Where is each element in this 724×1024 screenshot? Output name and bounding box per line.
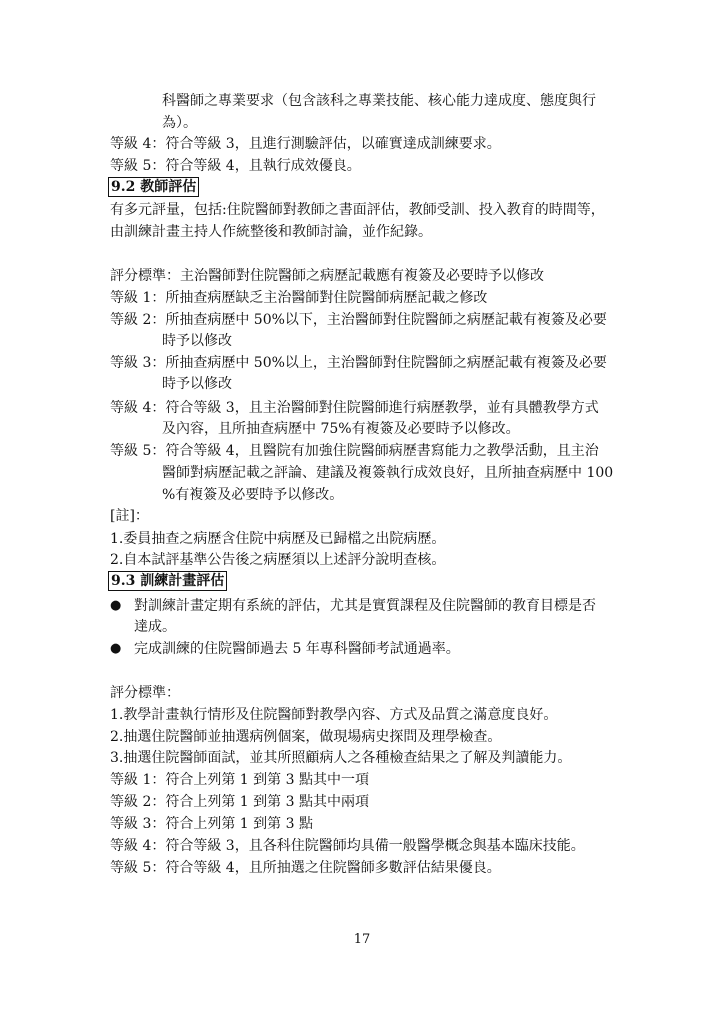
text-line: 2.抽選住院醫師並抽選病例個案，做現場病史探問及理學檢查。 — [110, 729, 502, 745]
text-line: 等級 1：所抽查病歷缺乏主治醫師對住院醫師病歷記載之修改 — [110, 290, 488, 306]
text-line: 等級 3：所抽查病歷中 50%以上，主治醫師對住院醫師之病歷記載有複簽及必要 — [110, 355, 607, 371]
text-line: 達成。 — [134, 619, 176, 635]
note-item: 1.委員抽查之病歷含住院中病歷及已歸檔之出院病歷。 — [110, 531, 446, 547]
text-line: 醫師對病歷記載之評論、建議及複簽執行成效良好，且所抽查病歷中 100 — [162, 465, 614, 481]
text-line: 等級 4：符合等級 3，且各科住院醫師均具備一般醫學概念與基本臨床技能。 — [110, 838, 585, 854]
text-line: 時予以修改 — [162, 333, 232, 349]
text-line: 科醫師之專業要求（包含該科之專業技能、核心能力達成度、態度與行 — [162, 93, 596, 109]
page-number: 17 — [353, 932, 371, 947]
text-line: 評分標準： — [110, 685, 180, 701]
text-line: 等級 5：符合等級 4，且執行成效優良。 — [110, 158, 361, 174]
text-line: 及內容，且所抽查病歷中 75%有複簽及必要時予以修改。 — [162, 421, 520, 437]
text-line: 等級 2：符合上列第 1 到第 3 點其中兩項 — [110, 794, 369, 810]
note-item: 2.自本試評基準公告後之病歷須以上述評分說明查核。 — [110, 552, 446, 568]
text-line: 3.抽選住院醫師面試，並其所照顧病人之各種檢查結果之了解及判讀能力。 — [110, 750, 572, 766]
text-line: %有複簽及必要時予以修改。 — [162, 487, 344, 503]
text-line: 時予以修改 — [162, 376, 232, 392]
note-label: [註]： — [110, 508, 149, 524]
text-line: 等級 4：符合等級 3，且主治醫師對住院醫師進行病歷教學，並有具體教學方式 — [110, 400, 599, 416]
text-line: 等級 5：符合等級 4，且醫院有加強住院醫師病歷書寫能力之教學活動，且主治 — [110, 443, 599, 459]
text-line: 1.教學計畫執行情形及住院醫師對教學內容、方式及品質之滿意度良好。 — [110, 707, 558, 723]
section-heading-9-2: 9.2 教師評估 — [108, 177, 199, 197]
bullet-icon: ● — [110, 641, 122, 656]
bullet-item: 對訓練計畫定期有系統的評估，尤其是實質課程及住院醫師的教育目標是否 — [134, 598, 596, 614]
text-line: 評分標準：主治醫師對住院醫師之病歷記載應有複簽及必要時予以修改 — [110, 268, 544, 284]
bullet-item: 完成訓練的住院醫師過去 5 年專科醫師考試通過率。 — [134, 641, 460, 657]
text-line: 有多元評量，包括:住院醫師對教師之書面評估，教師受訓、投入教育的時間等， — [110, 202, 605, 218]
text-line: 等級 2：所抽查病歷中 50%以下，主治醫師對住院醫師之病歷記載有複簽及必要 — [110, 312, 607, 328]
text-line: 等級 3：符合上列第 1 到第 3 點 — [110, 816, 313, 832]
bullet-icon: ● — [110, 598, 122, 613]
text-line: 等級 4：符合等級 3，且進行測驗評估，以確實達成訓練要求。 — [110, 136, 501, 152]
text-line: 為）。 — [162, 115, 197, 131]
section-heading-9-3: 9.3 訓練計畫評估 — [108, 571, 227, 591]
text-line: 等級 1：符合上列第 1 到第 3 點其中一項 — [110, 772, 369, 788]
text-line: 由訓練計畫主持人作統整後和教師討論，並作紀錄。 — [110, 224, 432, 240]
text-line: 等級 5：符合等級 4，且所抽選之住院醫師多數評估結果優良。 — [110, 860, 501, 876]
